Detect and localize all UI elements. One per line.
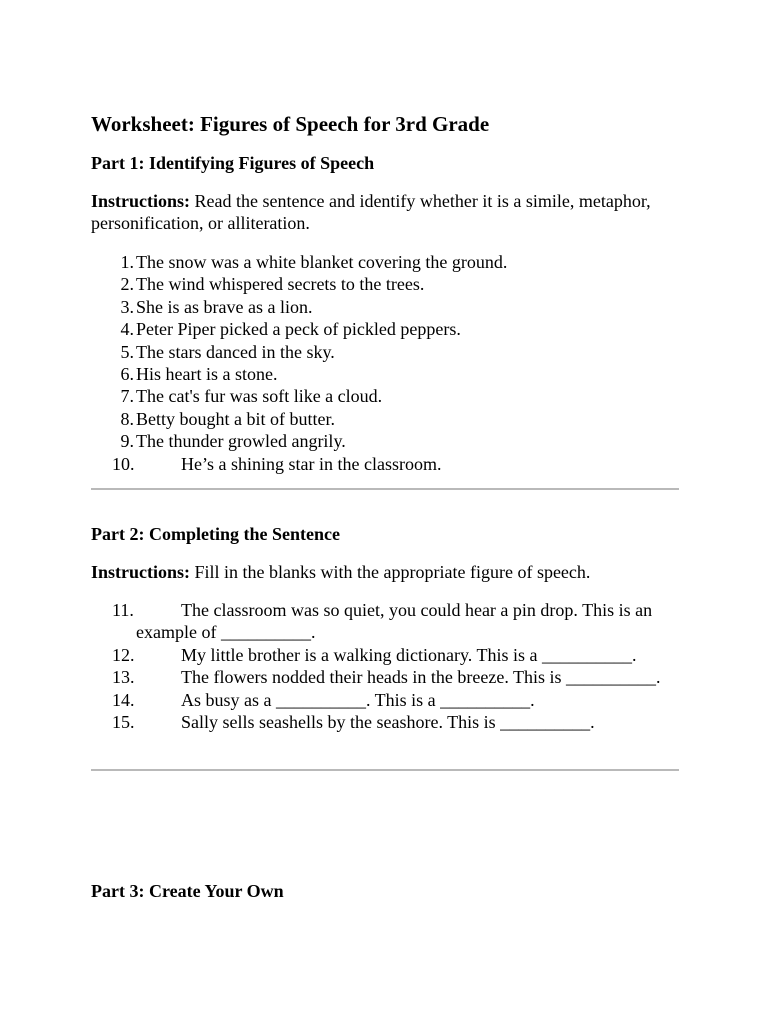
item-text: He’s a shining star in the classroom. bbox=[181, 453, 442, 474]
part2-instructions-text: Fill in the blanks with the appropriate figure of speech. bbox=[190, 562, 591, 582]
part1-instructions-label: Instructions: bbox=[91, 191, 191, 211]
item-text: The cat's fur was soft like a cloud. bbox=[136, 386, 383, 407]
item-number: 6. bbox=[120, 364, 134, 385]
part2-heading: Part 2: Completing the Sentence bbox=[91, 524, 340, 544]
list-item bbox=[91, 273, 679, 295]
list-item bbox=[91, 341, 679, 363]
item-number: 9. bbox=[120, 431, 134, 452]
part1-instructions-text: Read the sentence and identify whether it is a simile, metaphor, personification, or alliteration. bbox=[91, 191, 651, 234]
page-title: Worksheet: Figures of Speech for 3rd Grade bbox=[91, 112, 490, 136]
item-text: Peter Piper picked a peck of pickled peppers. bbox=[136, 319, 461, 340]
item-number: 14. bbox=[112, 689, 135, 710]
part1-instructions bbox=[91, 190, 679, 235]
list-item bbox=[91, 453, 679, 475]
section-divider bbox=[91, 769, 679, 771]
item-text: The classroom was so quiet, you could hear a pin drop. This is an example of __________. bbox=[136, 600, 653, 643]
item-text: My little brother is a walking dictionary. This is a __________. bbox=[181, 644, 637, 665]
item-text: The wind whispered secrets to the trees. bbox=[136, 274, 425, 295]
item-number: 11. bbox=[112, 600, 134, 620]
list-item bbox=[91, 599, 679, 644]
list-item bbox=[91, 711, 679, 733]
list-item bbox=[91, 296, 679, 318]
item-number: 1. bbox=[120, 252, 134, 272]
item-number: 5. bbox=[120, 341, 134, 362]
item-number: 15. bbox=[112, 712, 135, 733]
part3-heading: Part 3: Create Your Own bbox=[91, 881, 284, 901]
part1-heading: Part 1: Identifying Figures of Speech bbox=[91, 153, 375, 173]
item-number: 2. bbox=[120, 274, 134, 295]
list-item bbox=[91, 408, 679, 430]
part1-question-list bbox=[91, 251, 679, 475]
item-text: The thunder growled angrily. bbox=[136, 431, 346, 452]
item-text: His heart is a stone. bbox=[136, 364, 278, 385]
part2-instructions-label: Instructions: bbox=[91, 562, 191, 582]
list-item bbox=[91, 251, 679, 273]
list-item bbox=[91, 666, 679, 688]
list-item bbox=[91, 318, 679, 340]
item-text: The flowers nodded their heads in the breeze. This is __________. bbox=[181, 667, 661, 688]
list-item bbox=[91, 689, 679, 711]
item-text: Sally sells seashells by the seashore. This is __________. bbox=[181, 712, 595, 733]
item-number: 8. bbox=[120, 408, 134, 429]
item-number: 3. bbox=[120, 296, 134, 317]
item-number: 7. bbox=[120, 386, 134, 407]
part2-question-list bbox=[91, 599, 679, 733]
list-item bbox=[91, 363, 679, 385]
item-text: The stars danced in the sky. bbox=[136, 341, 335, 362]
item-text: The snow was a white blanket covering the ground. bbox=[136, 252, 508, 272]
list-item bbox=[91, 430, 679, 452]
item-text: As busy as a __________. This is a __________. bbox=[181, 689, 535, 710]
item-text: She is as brave as a lion. bbox=[136, 296, 313, 317]
list-item bbox=[91, 644, 679, 666]
list-item bbox=[91, 385, 679, 407]
item-text: Betty bought a bit of butter. bbox=[136, 408, 335, 429]
section-divider bbox=[91, 488, 679, 490]
item-number: 10. bbox=[112, 453, 135, 474]
item-number: 13. bbox=[112, 667, 135, 688]
item-number: 4. bbox=[120, 319, 134, 340]
part2-instructions bbox=[91, 561, 679, 583]
item-number: 12. bbox=[112, 644, 135, 665]
